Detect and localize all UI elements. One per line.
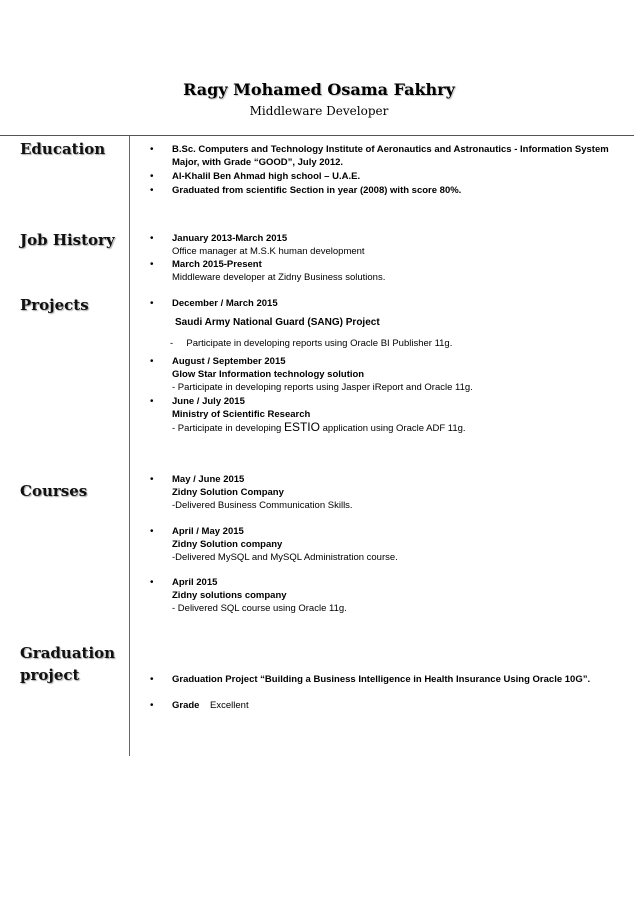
course-desc: -Delivered Business Communication Skills. [172, 500, 353, 511]
project-name [150, 316, 610, 329]
bullet-icon: • [150, 700, 154, 711]
grade-label: Grade [172, 700, 200, 711]
job-desc: Office manager at M.S.K human development [172, 246, 365, 257]
course-org: Zidny Solution company [172, 539, 283, 550]
bullet-icon: • [150, 298, 154, 309]
graduation-grade-item [150, 699, 610, 712]
project-title: Glow Star Information technology solution [172, 369, 365, 380]
section-heading-graduation-line2: project [20, 666, 80, 684]
section-heading-graduation: Graduation [20, 644, 116, 662]
course-period: May / June 2015 [172, 474, 245, 485]
job-desc: Middleware developer at Zidny Business solutions. [172, 272, 386, 283]
bullet-icon: • [150, 474, 154, 485]
project-title: Ministry of Scientific Research [172, 409, 311, 420]
section-heading-job-history: Job History [20, 231, 115, 249]
bullet-icon: • [150, 171, 154, 182]
bullet-icon: • [150, 674, 154, 685]
project-item [150, 395, 610, 435]
course-item [150, 525, 610, 564]
dash-marker: - [170, 338, 174, 349]
course-desc: - Delivered SQL course using Oracle 11g. [172, 603, 347, 614]
course-org: Zidny Solution Company [172, 487, 284, 498]
project-title: Saudi Army National Guard (SANG) Project [175, 317, 380, 328]
graduation-project-text: Graduation Project “Building a Business Intelligence in Health Insurance Using Oracle 10G”. [172, 674, 591, 685]
project-period: June / July 2015 [172, 396, 245, 407]
bullet-icon: • [150, 259, 154, 270]
resume-role: Middleware Developer [249, 104, 389, 118]
bullet-icon: • [150, 144, 154, 155]
course-item [150, 576, 610, 615]
project-desc: - Participate in developing ESTIO application using Oracle ADF 11g. [172, 420, 466, 434]
horizontal-divider [0, 135, 634, 136]
bullet-icon: • [150, 577, 154, 588]
section-heading-courses: Courses [20, 482, 88, 500]
project-item [150, 355, 610, 394]
course-period: April / May 2015 [172, 526, 244, 537]
resume-name: Ragy Mohamed Osama Fakhry [183, 80, 455, 99]
course-item [150, 473, 610, 512]
bullet-icon: • [150, 233, 154, 244]
job-period: March 2015-Present [172, 259, 262, 270]
education-text: B.Sc. Computers and Technology Institute of Aeronautics and Astronautics - Information System Major, with Grade “GOOD”, July 2012. [172, 144, 609, 168]
education-item [150, 184, 610, 197]
course-period: April 2015 [172, 577, 218, 588]
project-desc: Participate in developing reports using Oracle BI Publisher 11g. [186, 338, 453, 349]
project-period: August / September 2015 [172, 356, 286, 367]
grade-value: Excellent [210, 700, 249, 711]
bullet-icon: • [150, 396, 154, 407]
project-period: December / March 2015 [172, 298, 278, 309]
section-heading-education: Education [20, 140, 106, 158]
project-desc-line [150, 337, 610, 350]
job-item [150, 258, 610, 284]
bullet-icon: • [150, 185, 154, 196]
course-desc: -Delivered MySQL and MySQL Administration course. [172, 552, 398, 563]
job-period: January 2013-March 2015 [172, 233, 288, 244]
course-org: Zidny solutions company [172, 590, 287, 601]
section-heading-projects: Projects [20, 296, 89, 314]
graduation-item [150, 673, 610, 686]
job-item [150, 232, 610, 258]
education-text: Al-Khalil Ben Ahmad high school – U.A.E. [172, 171, 361, 182]
education-item [150, 170, 610, 183]
education-item [150, 143, 610, 169]
project-desc: - Participate in developing reports using Jasper iReport and Oracle 11g. [172, 382, 473, 393]
bullet-icon: • [150, 526, 154, 537]
project-item [150, 297, 610, 310]
bullet-icon: • [150, 356, 154, 367]
education-text: Graduated from scientific Section in year (2008) with score 80%. [172, 185, 462, 196]
vertical-divider [129, 136, 130, 756]
